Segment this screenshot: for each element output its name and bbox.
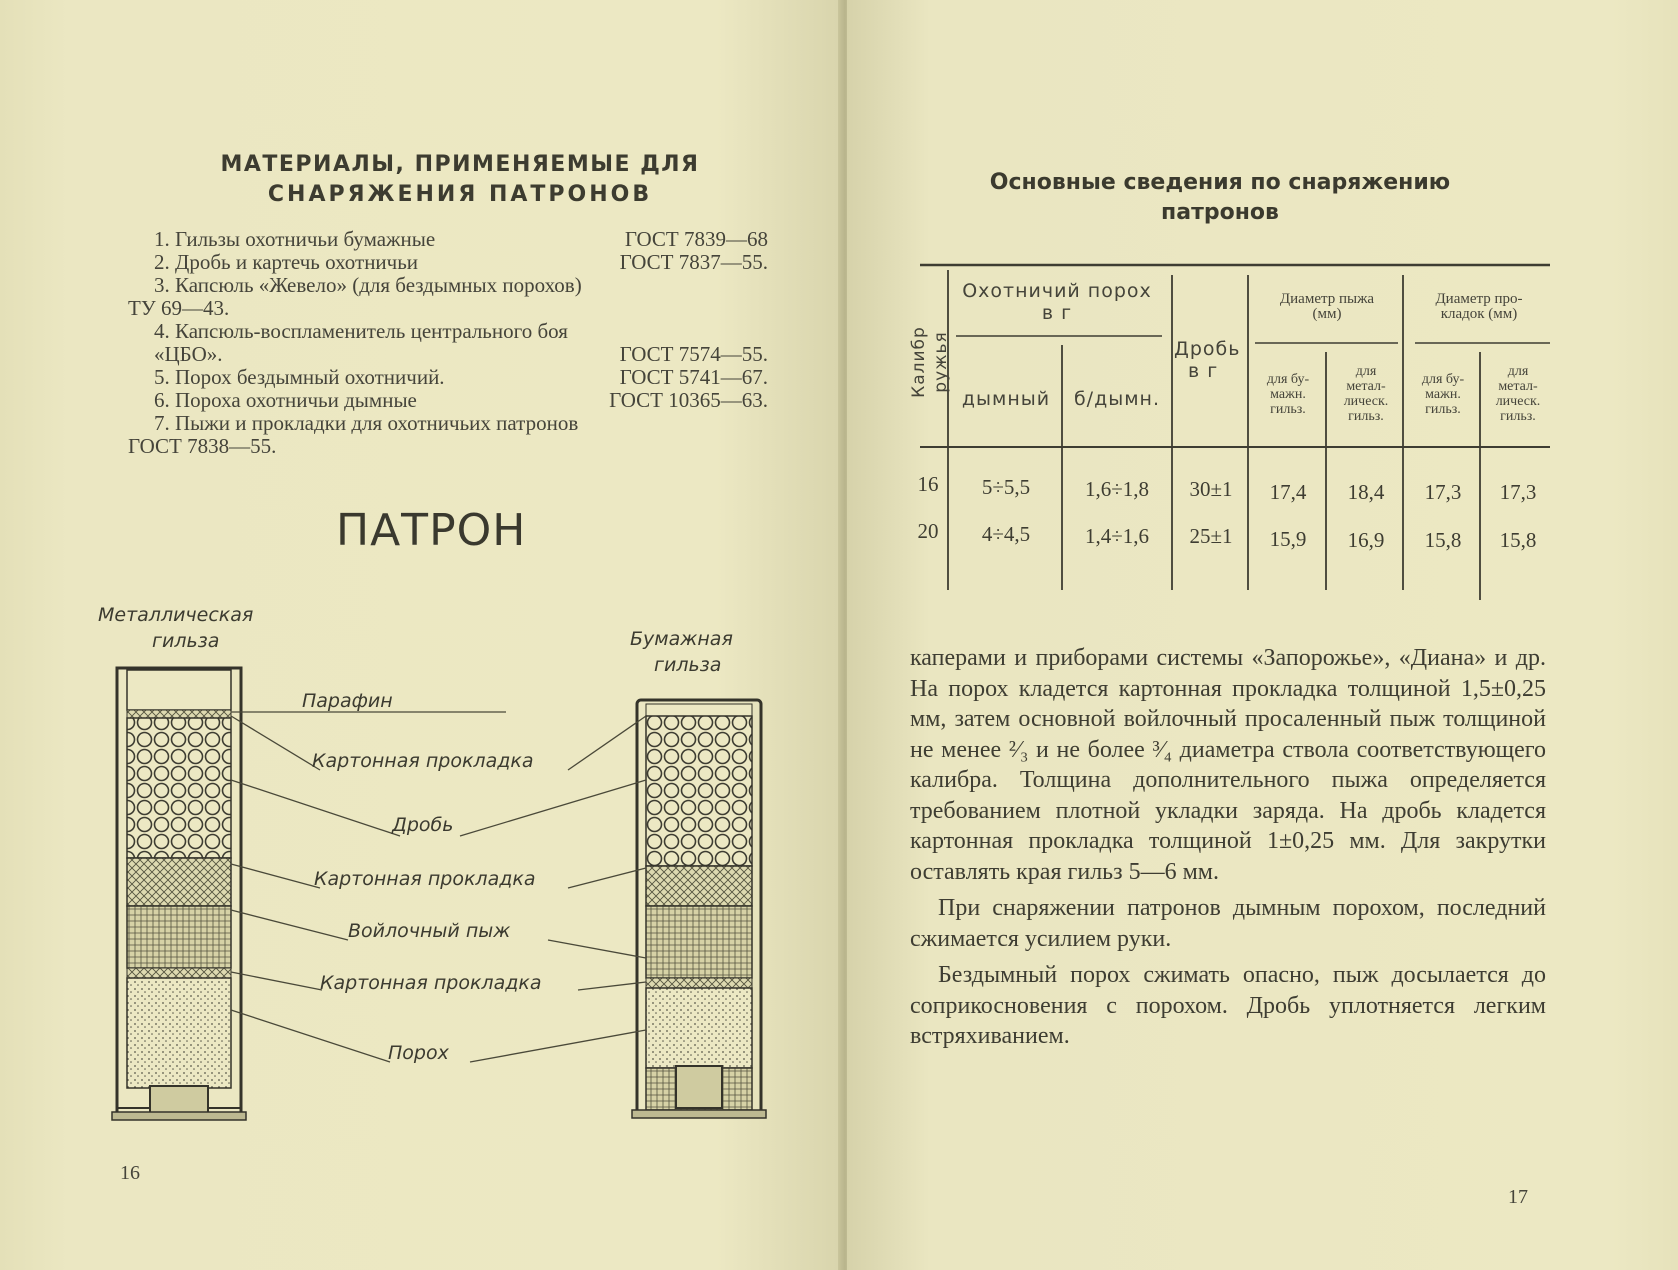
- header-shot: Дробь в г: [1174, 338, 1241, 382]
- list-item: ТУ 69—43.: [128, 296, 230, 320]
- heading-line-1: МАТЕРИАЛЫ, ПРИМЕНЯЕМЫЕ ДЛЯ: [220, 152, 700, 177]
- paragraph-2: При снаряжении патронов дымным порохом, последний сжимается усилием руки.: [910, 895, 1546, 952]
- book-spread: МАТЕРИАЛЫ, ПРИМЕНЯЕМЫЕ ДЛЯ СНАРЯЖЕНИЯ ПАТРОНОВ 1. Гильзы охотничьи бумажные ГОСТ 7839—68 2. Дробь и картечь охотничьи ГОСТ 7837—55. 3. Капсюль «Жевело» (для бездымных порохов) ТУ 69—43. 4. Капсюль-воспламенитель центрального боя «ЦБО». ГОСТ 7574—55. 5. Порох бездымный охотничий. ГОСТ 5741—67. 6. Пороха охотничьи дымные ГОСТ 10365—63. 7. Пыжи и прокладки для охотничьих патронов ГОСТ 7838—55. ПАТРОН Металлическая гильза Бумажная гильза Парафин Картонная прокладка Дробь Картонная прокладка Войлочный пыж Картонная прокладка Порох 16 Основные сведения по снаряжению патронов Калибр ружья Охотничий порох в г дымный б/дымн. Дробь в г Диаметр пыжа (мм) Диаметр про- кладок (мм) для бу- мажн. гильз. для метал- лическ. гильз. для бу- мажн. гильз. для метал- лическ. гильз. 16 5÷5,5 1,6÷1,8 30±1 17,4 18,4 17,3 17,3 20 4÷4,5 1,4÷1,6 25±1 15,9 16,9 15,8 15,8 каперами и приборами системы «Запорожье», «Диана» и др. На порох кладется картонная прокладка толщиной 1,5±0,25 мм, затем основной войлочный просаленный пыж толщиной не менее ²⁄₃ и не более ³⁄₄ диаметра ствола соответствующего калибра. Толщина дополнительного пыжа определяется требованием плотной укладки заряда. На дробь кладется картонная прокладка толщиной 1±0,25 мм. Для закрутки оставлять края гильз 5—6 мм. При снаряжении патронов дымным порохом, последний сжимается усилием руки. Бездымный порох сжимать опасно, пыж досылается до соприкосновения с порохом. Дробь уплотняется легким встряхиванием. 17: [0, 0, 1678, 1270]
- header-wad-paper: для бу- мажн. гильз.: [1266, 372, 1310, 417]
- body-text: [910, 643, 1546, 1052]
- shot-label: Дробь: [392, 814, 454, 836]
- list-item: 1. Гильзы охотничьи бумажные ГОСТ 7839—68: [154, 227, 768, 251]
- card-wad-label-1: Картонная прокладка: [312, 750, 534, 772]
- table-title: Основные сведения по снаряжению патронов: [989, 170, 1451, 225]
- header-caliber: Калибр ружья: [909, 326, 951, 398]
- header-powder: Охотничий порох в г: [962, 280, 1152, 324]
- header-pad-metal: для метал- лическ. гильз.: [1495, 364, 1541, 424]
- list-item: ГОСТ 7838—55.: [128, 434, 277, 458]
- header-smoke: дымный: [961, 388, 1051, 410]
- header-pad-diameter: Диаметр про- кладок (мм): [1435, 291, 1523, 322]
- diagram-title: ПАТРОН: [336, 505, 527, 556]
- card-wad-label-3: Картонная прокладка: [320, 972, 542, 994]
- list-item: 2. Дробь и картечь охотничьи ГОСТ 7837—55.: [154, 250, 768, 274]
- page-number-right: 17: [1508, 1186, 1528, 1208]
- metal-case-label-2: гильза: [152, 630, 220, 652]
- list-item: 7. Пыжи и прокладки для охотничьих патронов: [154, 411, 579, 435]
- header-wad-diameter: Диаметр пыжа (мм): [1279, 291, 1375, 322]
- list-item: 5. Порох бездымный охотничий. ГОСТ 5741—67.: [154, 365, 768, 389]
- list-item: «ЦБО». ГОСТ 7574—55.: [154, 342, 768, 366]
- paraffin-label: Парафин: [302, 690, 393, 712]
- list-item: 6. Пороха охотничьи дымные ГОСТ 10365—63.: [154, 388, 768, 412]
- powder-label: Порох: [388, 1042, 449, 1064]
- paragraph-3: Бездымный порох сжимать опасно, пыж досылается до соприкосновения с порохом. Дробь уплотняется легким встряхиванием.: [910, 962, 1546, 1049]
- paper-case-label-1: Бумажная: [630, 628, 733, 650]
- header-wad-metal: для метал- лическ. гильз.: [1343, 364, 1389, 424]
- list-item: 4. Капсюль-воспламенитель центрального боя: [154, 319, 568, 343]
- metal-case-label-1: Металлическая: [98, 604, 254, 626]
- heading-line-2: СНАРЯЖЕНИЯ ПАТРОНОВ: [267, 182, 653, 207]
- card-wad-label-2: Картонная прокладка: [314, 868, 536, 890]
- paper-case-label-2: гильза: [654, 654, 722, 676]
- header-pad-paper: для бу- мажн. гильз.: [1421, 372, 1465, 417]
- header-smokeless: б/дымн.: [1073, 388, 1161, 410]
- page-number-left: 16: [120, 1162, 140, 1184]
- felt-wad-label: Войлочный пыж: [348, 920, 511, 942]
- paragraph-1: каперами и приборами системы «Запорожье», «Диана» и др. На порох кладется картонная прокладка толщиной 1,5±0,25 мм, затем основной войлочный просаленный пыж толщиной не менее ²⁄₃ и не более ³⁄₄ диаметра ствола соответствующего калибра. Толщина дополнительного пыжа определяется требованием плотной укладки заряда. На дробь кладется картонная прокладка толщиной 1±0,25 мм. Для закрутки оставлять края гильз 5—6 мм.: [910, 645, 1546, 885]
- list-item: 3. Капсюль «Жевело» (для бездымных порохов): [154, 273, 582, 297]
